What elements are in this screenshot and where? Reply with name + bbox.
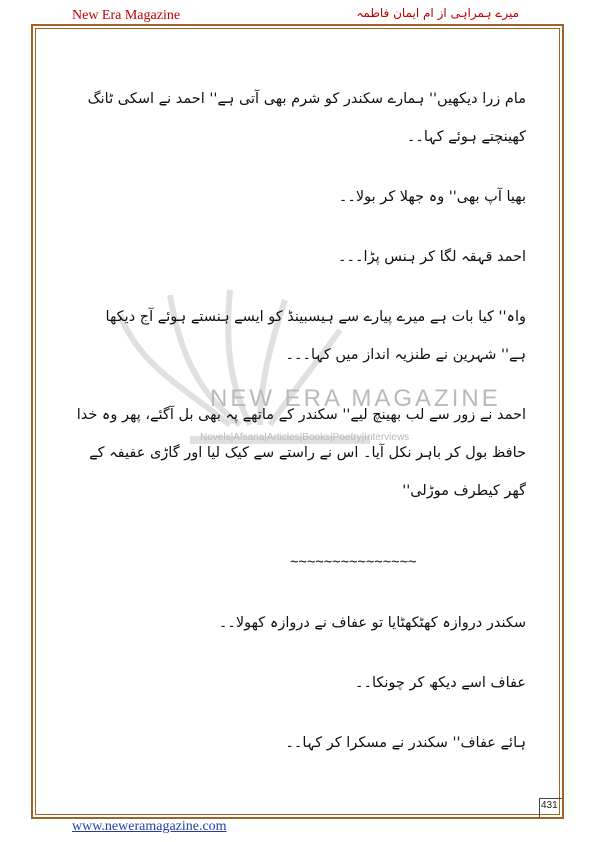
section-divider: ~~~~~~~~~~~~~~~: [290, 554, 417, 570]
website-link[interactable]: www.neweramagazine.com: [72, 819, 227, 834]
paragraph: ہائے عفاف'' سکندر نے مسکرا کر کہا۔۔: [285, 735, 526, 751]
story-text-continued: [76, 604, 526, 784]
watermark-subtitle: Novels|Afsana|Articles|Books|Poetry|Interviews: [200, 432, 410, 443]
paragraph: بھیا آپ بھی'' وہ جھلا کر بولا۔۔: [338, 189, 526, 205]
paragraph: احمد قہقہ لگا کر ہنس پڑا۔۔۔: [338, 249, 526, 265]
paragraph: عفاف اسے دیکھ کر چونکا۔۔: [354, 675, 526, 691]
story-text: [76, 80, 526, 532]
paragraph: مام زرا دیکھیں'' ہمارے سکندر کو شرم بھی آتی ہے'' احمد نے اسکی ٹانگ کھینچتے ہوئے کہا۔۔: [87, 91, 526, 145]
novel-title: میرے ہمراہی از ام ایمان فاطمہ: [356, 6, 519, 20]
page-number: 431: [541, 800, 558, 811]
paragraph: واہ'' کیا بات ہے میرے پیارے سے ہیسبینڈ کو ایسے ہنستے ہوئے آج دیکھا ہے'' شہرین نے طنزیہ انداز میں کہا۔۔۔: [105, 309, 526, 363]
paragraph: سکندر دروازہ کھٹکھٹایا تو عفاف نے دروازہ کھولا۔۔: [218, 615, 526, 631]
watermark-title: NEW ERA MAGAZINE: [210, 385, 501, 412]
magazine-name: New Era Magazine: [72, 8, 181, 23]
paragraph: احمد نے زور سے لب بھینچ لیے'' سکندر کے ماتھے پہ بھی بل آگئے، پھر وہ خدا حافظ بول کر باہر نکل آیا۔ اس نے راستے سے کیک لیا اور گاڑی عفیفہ کے گھر کیطرف موڑلی'': [76, 407, 526, 499]
